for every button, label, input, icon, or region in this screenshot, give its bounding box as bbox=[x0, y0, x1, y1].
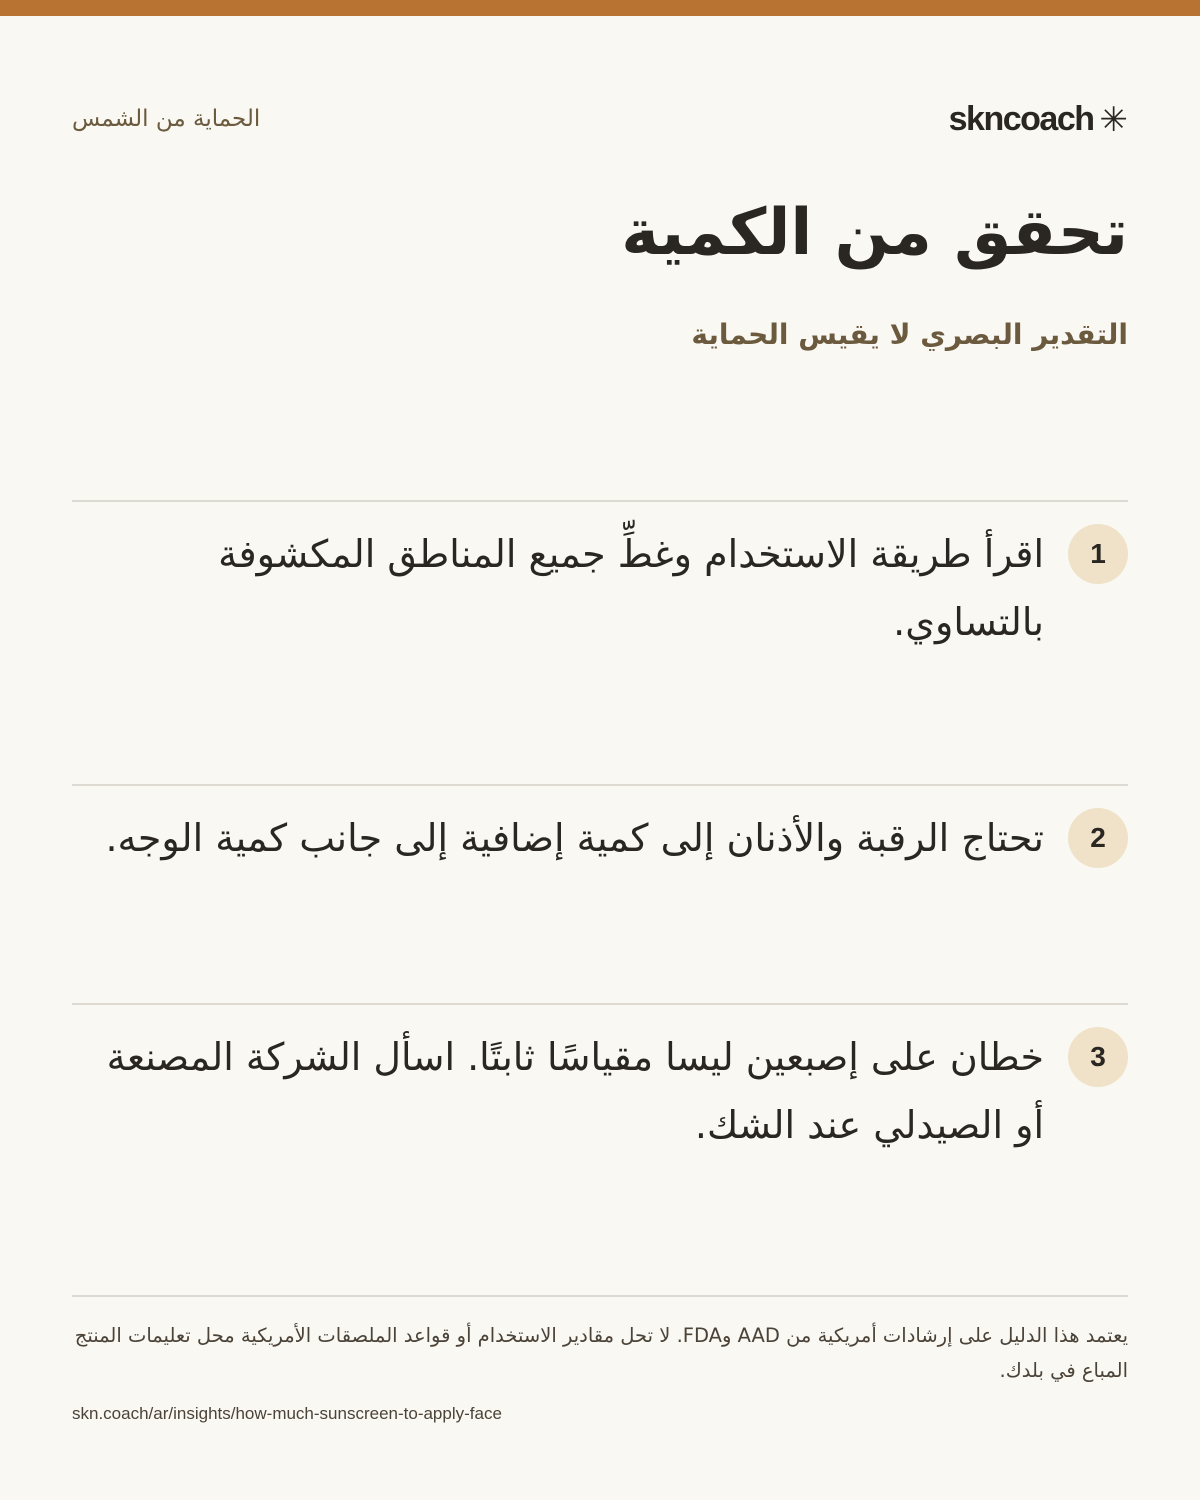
step-item bbox=[72, 1027, 1128, 1159]
source-url: skn.coach/ar/insights/how-much-sunscreen-to-apply-face bbox=[72, 1404, 502, 1423]
brand-name: skncoach bbox=[948, 100, 1094, 138]
divider bbox=[72, 784, 1128, 786]
disclaimer-note: يعتمد هذا الدليل على إرشادات أمريكية من AAD وFDA. لا تحل مقادير الاستخدام أو قواعد الملصقات الأمريكية محل تعليمات المنتج المباع في بلدك. bbox=[74, 1324, 1128, 1382]
divider bbox=[72, 1003, 1128, 1005]
step-number-badge: 2 bbox=[1068, 808, 1128, 868]
brand-logo bbox=[949, 100, 1128, 139]
divider bbox=[72, 1295, 1128, 1297]
top-accent-bar bbox=[0, 0, 1200, 16]
step-number-badge: 3 bbox=[1068, 1027, 1128, 1087]
step-text: تحتاج الرقبة والأذنان إلى كمية إضافية إلى جانب كمية الوجه. bbox=[105, 816, 1044, 860]
category-label: الحماية من الشمس bbox=[72, 106, 261, 132]
step-item bbox=[72, 808, 1128, 872]
step-text: خطان على إصبعين ليسا مقياسًا ثابتًا. اسأل الشركة المصنعة أو الصيدلي عند الشك. bbox=[106, 1035, 1044, 1147]
step-number-badge: 1 bbox=[1068, 524, 1128, 584]
step-text: اقرأ طريقة الاستخدام وغطِّ جميع المناطق المكشوفة بالتساوي. bbox=[218, 532, 1044, 644]
asterisk-icon: ✳ bbox=[1099, 99, 1128, 140]
step-item bbox=[72, 524, 1128, 656]
page-subtitle: التقدير البصري لا يقيس الحماية bbox=[691, 318, 1128, 351]
divider bbox=[72, 500, 1128, 502]
page-title: تحقق من الكمية bbox=[621, 196, 1128, 270]
